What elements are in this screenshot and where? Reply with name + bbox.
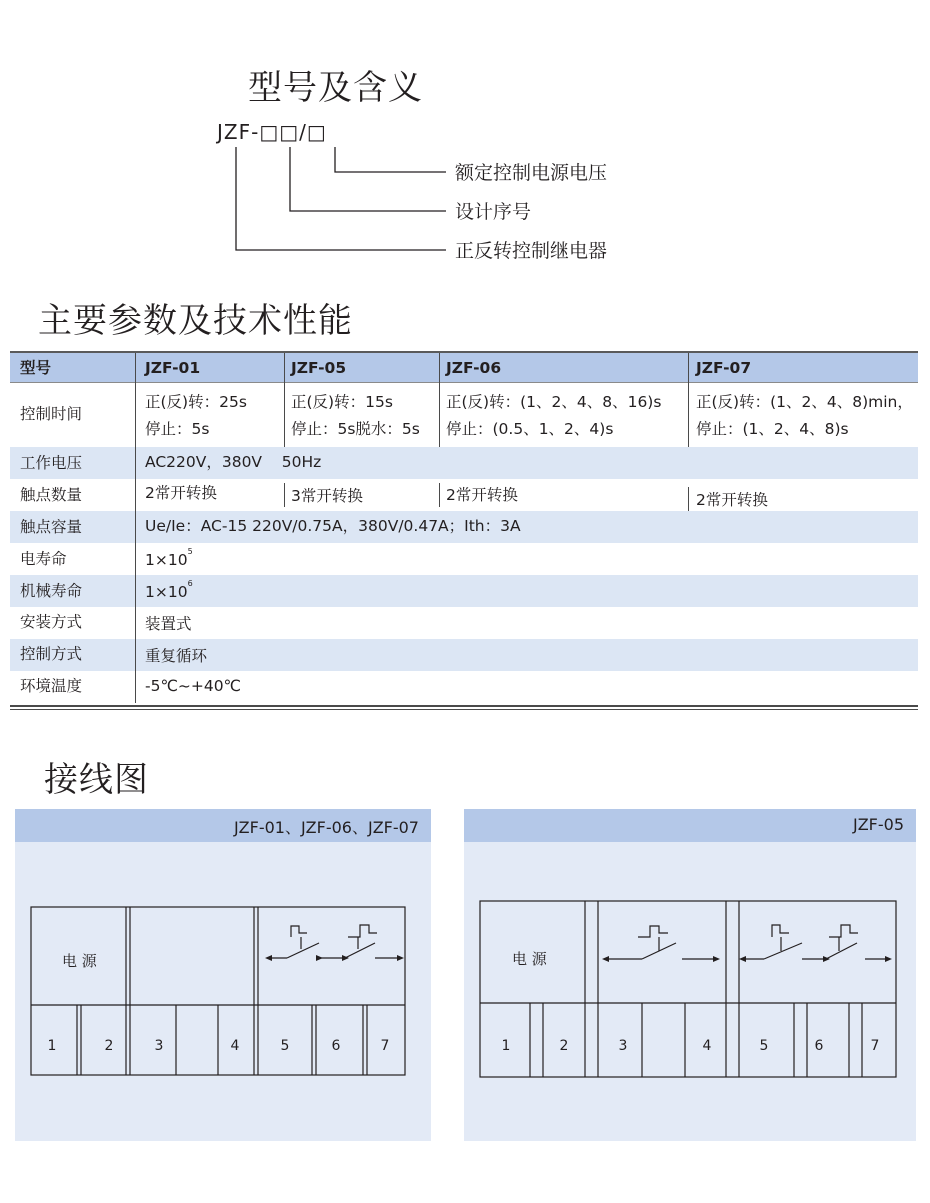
cell-jzf05-line2: 停止：5s脱水：5s	[291, 420, 420, 438]
cell-jzf01-line2: 停止：5s	[145, 420, 210, 438]
value-base: 1×10	[145, 583, 188, 601]
wiring-diagram-2	[464, 809, 916, 1141]
value-base: 1×10	[145, 551, 188, 569]
row-label: 环境温度	[20, 677, 83, 695]
table-row-control-time	[10, 383, 918, 447]
code-desc-relay-type: 正反转控制继电器	[455, 240, 608, 262]
header-jzf07: JZF-07	[696, 359, 752, 377]
terminal-4: 4	[230, 1038, 240, 1054]
table-row-voltage	[10, 447, 918, 479]
model-title: 型号及含义	[248, 68, 423, 108]
wiring-diagram-1	[15, 809, 431, 1141]
row-value: Ue/Ie：AC-15 220V/0.75A，380V/0.47A；Ith：3A	[145, 517, 521, 535]
row-value: -5℃~+40℃	[145, 677, 241, 695]
cell-jzf06: 2常开转换	[446, 486, 518, 504]
row-label: 安装方式	[20, 613, 83, 631]
table-row-control-mode	[10, 639, 918, 671]
terminal-5: 5	[759, 1038, 769, 1054]
wiring-panel-jzf01-06-07	[15, 809, 431, 1141]
row-value: 重复循环	[145, 647, 208, 665]
row-label: 机械寿命	[20, 582, 83, 600]
row-label: 控制时间	[20, 405, 83, 423]
header-jzf01: JZF-01	[145, 359, 201, 377]
row-value	[145, 547, 193, 574]
cell-jzf06-line2: 停止：(0.5、1、2、4)s	[446, 420, 614, 438]
cell-jzf01: 2常开转换	[145, 484, 217, 502]
table-row-mech-life	[10, 575, 918, 607]
terminal-6: 6	[331, 1038, 341, 1054]
terminal-7: 7	[380, 1038, 390, 1054]
row-label: 工作电压	[20, 454, 83, 472]
terminal-7: 7	[870, 1038, 880, 1054]
cell-jzf07: 2常开转换	[696, 491, 768, 509]
row-value: AC220V，380V 50Hz	[145, 453, 322, 471]
header-jzf05: JZF-05	[291, 359, 347, 377]
panel-label: JZF-05	[852, 815, 904, 834]
row-label: 触点数量	[20, 486, 83, 504]
code-desc-design-no: 设计序号	[455, 201, 532, 223]
cell-jzf06-line1: 正(反)转：(1、2、4、8、16)s	[446, 393, 662, 411]
cell-jzf07-line2: 停止：(1、2、4、8)s	[696, 420, 849, 438]
table-row-electric-life	[10, 543, 918, 575]
terminal-2: 2	[104, 1038, 114, 1054]
row-label: 控制方式	[20, 645, 83, 663]
row-label: 触点容量	[20, 518, 83, 536]
wiring-panel-jzf05	[464, 809, 916, 1141]
cell-jzf01-line1: 正(反)转：25s	[145, 393, 247, 411]
row-label: 电寿命	[20, 550, 67, 568]
cell-jzf07-line1: 正(反)转：(1、2、4、8)min，	[696, 393, 913, 411]
row-value	[145, 579, 193, 606]
terminal-6: 6	[814, 1038, 824, 1054]
value-exponent: 5	[187, 547, 193, 556]
power-label: 电 源	[62, 952, 97, 970]
model-code: JZF-□□/□	[217, 120, 327, 144]
code-desc-voltage: 额定控制电源电压	[455, 162, 608, 184]
terminal-1: 1	[47, 1038, 57, 1054]
panel-label: JZF-01、JZF-06、JZF-07	[233, 818, 419, 837]
table-row-temperature	[10, 671, 918, 703]
table-row-contact-count	[10, 479, 918, 511]
row-value: 装置式	[145, 615, 192, 633]
terminal-1: 1	[501, 1038, 511, 1054]
params-title: 主要参数及技术性能	[38, 301, 353, 341]
cell-jzf05-line1: 正(反)转：15s	[291, 393, 393, 411]
terminal-3: 3	[154, 1038, 164, 1054]
terminal-5: 5	[280, 1038, 290, 1054]
table-row-install	[10, 607, 918, 639]
terminal-2: 2	[559, 1038, 569, 1054]
terminal-3: 3	[618, 1038, 628, 1054]
header-jzf06: JZF-06	[446, 359, 502, 377]
table-header-row	[10, 351, 918, 383]
header-model: 型号	[20, 359, 52, 377]
power-label: 电 源	[512, 950, 547, 968]
table-row-contact-capacity	[10, 511, 918, 543]
wiring-title: 接线图	[44, 760, 149, 800]
cell-jzf05: 3常开转换	[291, 487, 363, 505]
value-exponent: 6	[187, 579, 193, 588]
terminal-4: 4	[702, 1038, 712, 1054]
